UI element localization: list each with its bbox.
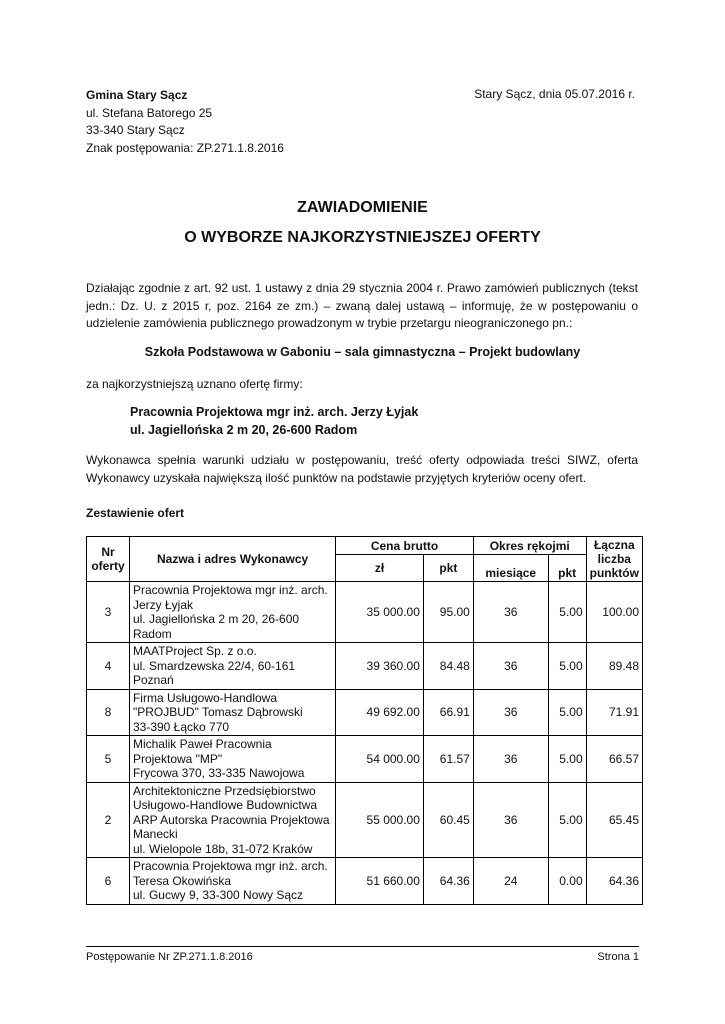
warranty-points: 5.00 (548, 782, 586, 858)
case-reference: Znak postępowania: ZP.271.1.8.2016 (86, 140, 284, 155)
contractor-line: MAATProject Sp. z o.o. (132, 644, 257, 658)
table-row (87, 643, 643, 690)
total-points: 71.91 (586, 689, 642, 736)
contractor-line: Pracownia Projektowa mgr inż. arch. (132, 583, 328, 597)
document-title: ZAWIADOMIENIE (297, 199, 428, 216)
warranty-points: 5.00 (548, 643, 586, 690)
header-warranty-pkt: pkt (548, 555, 586, 582)
contractor-line: Poznań (132, 673, 174, 687)
total-points: 89.48 (586, 643, 642, 690)
price-points: 66.91 (423, 689, 473, 736)
offer-number: 2 (87, 782, 130, 858)
project-name: Szkoła Podstawowa w Gaboniu – sala gimnastyczna – Projekt budowlany (144, 345, 581, 359)
price-gross: 49 692.00 (336, 689, 424, 736)
offer-number: 3 (87, 582, 130, 643)
contractor-line: Firma Usługowo-Handlowa (132, 690, 278, 705)
contractor-line: Projektowa "MP" (132, 751, 223, 766)
table-row (87, 689, 643, 736)
contractor-line: ul. Jagiellońska 2 m 20, 26-600 (132, 612, 300, 626)
footer-divider (86, 946, 639, 947)
footer-case-number: Postępowanie Nr ZP.271.1.8.2016 (86, 951, 253, 963)
warranty-months: 36 (473, 582, 548, 643)
total-points: 64.36 (586, 858, 642, 905)
contractor-line: 33-390 Łącko 770 (132, 719, 230, 734)
price-points: 60.45 (423, 782, 473, 858)
header-total: Łączna liczba punktów (586, 537, 642, 582)
contractor-name-address (129, 643, 335, 690)
contractor-line: ul. Wielopole 18b, 31-072 Kraków (132, 841, 313, 856)
document-subtitle: O WYBORZE NAJKORZYSTNIEJSZEJ OFERTY (184, 229, 541, 246)
offer-number: 6 (87, 858, 130, 905)
warranty-points: 0.00 (548, 858, 586, 905)
price-gross: 39 360.00 (336, 643, 424, 690)
table-row (87, 782, 643, 858)
winner-address: ul. Jagiellońska 2 m 20, 26-600 Radom (130, 423, 358, 437)
total-points: 65.45 (586, 782, 642, 858)
contractor-line: ARP Autorska Pracownia Projektowa (132, 812, 330, 827)
header-price-group: Cena brutto (336, 537, 474, 555)
total-points: 66.57 (586, 736, 642, 783)
intro-paragraph: Działając zgodnie z art. 92 ust. 1 ustawy z dnia 29 stycznia 2004 r. Prawo zamówień publicznych (tekst jedn.: Dz. U. z 2015 r, poz. 2164 ze zm.) – zwaną dalej ustawą – informuję, że w postępowaniu o udzielenie zamówienia publicznego prowadzonym w trybie przetargu nieograniczonego pn.: (86, 281, 638, 330)
winner-block (130, 403, 418, 439)
warranty-months: 24 (473, 858, 548, 905)
header-price-zl: zł (336, 555, 424, 582)
header-price-pkt: pkt (423, 555, 473, 582)
contractor-line: Radom (132, 626, 172, 641)
contractor-line: ul. Gucwy 9, 33-300 Nowy Sącz (132, 888, 304, 902)
contractor-line: Frycowa 370, 33-335 Nawojowa (132, 766, 305, 780)
offer-number: 4 (87, 643, 130, 690)
contractor-line: Teresa Okowińska (132, 873, 232, 888)
contractor-name-address (129, 858, 335, 905)
warranty-points: 5.00 (548, 736, 586, 783)
org-name: Gmina Stary Sącz (86, 88, 188, 102)
contractor-line: Usługowo-Handlowe Budownictwa (132, 798, 318, 812)
contractor-name-address (129, 582, 335, 643)
contractor-line: Architektoniczne Przedsiębiorstwo (132, 783, 316, 798)
price-points: 61.57 (423, 736, 473, 783)
contractor-line: Pracownia Projektowa mgr inż. arch. (132, 859, 328, 873)
header-warranty-group: Okres rękojmi (473, 537, 586, 555)
place-date: Stary Sącz, dnia 05.07.2016 r. (474, 87, 635, 101)
offer-number: 8 (87, 689, 130, 736)
contractor-line: Michalik Paweł Pracownia (132, 737, 272, 751)
winner-name: Pracownia Projektowa mgr inż. arch. Jerzy Łyjak (130, 405, 419, 419)
address-line-2: 33-340 Stary Sącz (86, 123, 185, 137)
warranty-months: 36 (473, 689, 548, 736)
warranty-points: 5.00 (548, 582, 586, 643)
contractor-line: "PROJBUD" Tomasz Dąbrowski (132, 705, 303, 719)
offer-number: 5 (87, 736, 130, 783)
header-warranty-months: miesiące (473, 555, 548, 582)
sender-block (86, 87, 284, 157)
selected-intro: za najkorzystniejszą uznano ofertę firmy: (86, 377, 303, 391)
address-line-1: ul. Stefana Batorego 25 (86, 105, 213, 120)
offers-table (86, 536, 643, 905)
contractor-line: Manecki (132, 827, 178, 841)
table-row (87, 858, 643, 905)
footer-page-number: Strona 1 (597, 951, 639, 963)
total-points: 100.00 (586, 582, 642, 643)
price-gross: 51 660.00 (336, 858, 424, 905)
contractor-line: Jerzy Łyjak (132, 597, 193, 612)
warranty-months: 36 (473, 643, 548, 690)
table-row (87, 582, 643, 643)
price-points: 84.48 (423, 643, 473, 690)
justification-paragraph: Wykonawca spełnia warunki udziału w postępowaniu, treść oferty odpowiada treści SIWZ, oferta Wykonawcy uzyskała największą ilość punktów na podstawie przyjętych kryteriów oceny ofert. (86, 453, 638, 485)
contractor-name-address (129, 736, 335, 783)
price-gross: 35 000.00 (336, 582, 424, 643)
price-points: 95.00 (423, 582, 473, 643)
table-title: Zestawienie ofert (86, 506, 185, 520)
table-row (87, 736, 643, 783)
price-gross: 55 000.00 (336, 782, 424, 858)
header-nr: Nr oferty (87, 537, 130, 582)
contractor-line: ul. Smardzewska 22/4, 60-161 (132, 658, 296, 673)
warranty-months: 36 (473, 782, 548, 858)
warranty-months: 36 (473, 736, 548, 783)
header-name: Nazwa i adres Wykonawcy (129, 537, 335, 582)
contractor-name-address (129, 782, 335, 858)
warranty-points: 5.00 (548, 689, 586, 736)
contractor-name-address (129, 689, 335, 736)
price-gross: 54 000.00 (336, 736, 424, 783)
price-points: 64.36 (423, 858, 473, 905)
offers-table-body (87, 582, 643, 905)
